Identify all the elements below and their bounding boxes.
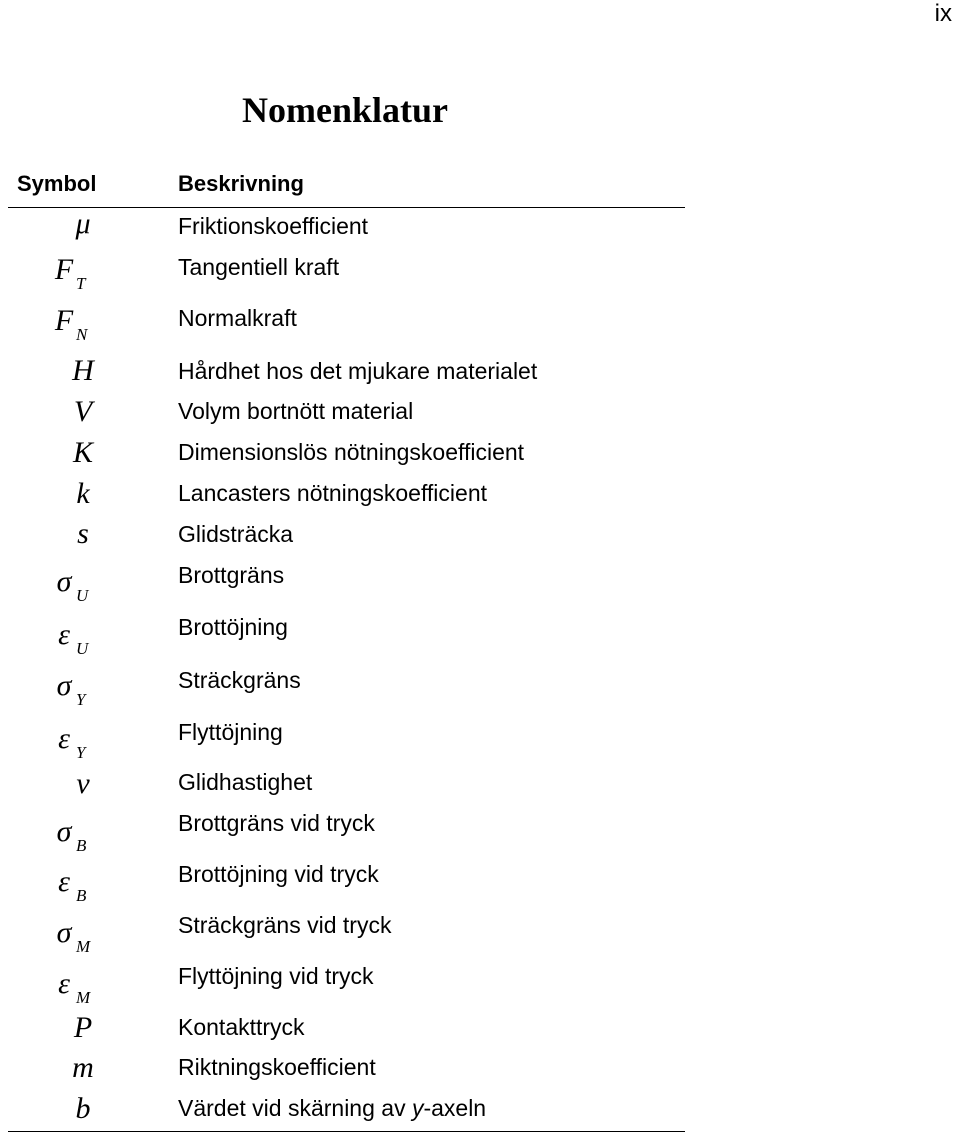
symbol-base: m bbox=[72, 1051, 94, 1084]
symbol-subscript: M bbox=[76, 937, 91, 956]
page-number: ix bbox=[934, 0, 952, 27]
symbol-base: ε bbox=[58, 722, 70, 755]
symbol-base: σ bbox=[56, 565, 72, 598]
description-cell bbox=[178, 1094, 486, 1122]
symbol-base: k bbox=[76, 477, 90, 510]
symbol-base: ε bbox=[58, 865, 70, 898]
symbol-subscript: Y bbox=[76, 690, 86, 709]
symbol-base: s bbox=[77, 517, 89, 550]
description-cell: Glidsträcka bbox=[178, 521, 294, 547]
symbol-cell bbox=[50, 1052, 116, 1084]
symbol-cell bbox=[50, 722, 116, 762]
description-cell: Sträckgräns bbox=[178, 667, 301, 693]
symbol-base: σ bbox=[56, 916, 72, 949]
description-cell: Brottgräns bbox=[178, 562, 285, 588]
description-cell: Hårdhet hos det mjukare materialet bbox=[178, 358, 538, 384]
symbol-base: V bbox=[73, 395, 93, 428]
symbol-subscript: N bbox=[76, 325, 88, 344]
symbol-cell bbox=[50, 518, 116, 550]
description-cell: Normalkraft bbox=[178, 305, 297, 331]
symbol-cell bbox=[50, 916, 116, 956]
description-cell: Riktningskoefficient bbox=[178, 1054, 376, 1080]
symbol-base: μ bbox=[75, 207, 91, 240]
symbol-base: b bbox=[75, 1092, 91, 1125]
symbol-cell bbox=[50, 967, 116, 1007]
description-cell: Lancasters nötningskoefficient bbox=[178, 480, 487, 506]
symbol-subscript: M bbox=[76, 988, 91, 1007]
symbol-base: F bbox=[54, 253, 74, 286]
symbol-cell bbox=[50, 1093, 116, 1125]
symbol-cell bbox=[50, 565, 116, 605]
symbol-cell bbox=[50, 437, 116, 469]
description-suffix: -axeln bbox=[423, 1095, 487, 1121]
description-column-header: Beskrivning bbox=[178, 171, 304, 196]
symbol-subscript: U bbox=[76, 639, 89, 658]
symbol-base: σ bbox=[56, 815, 72, 848]
symbol-cell bbox=[50, 304, 116, 344]
symbol-subscript: T bbox=[76, 274, 86, 293]
symbol-base: ε bbox=[58, 967, 70, 1000]
description-cell: Brottöjning vid tryck bbox=[178, 861, 379, 887]
footer-rule bbox=[8, 1131, 685, 1132]
symbol-cell bbox=[50, 478, 116, 510]
page-title: Nomenklatur bbox=[242, 90, 448, 130]
description-italic: y bbox=[411, 1095, 424, 1121]
symbol-cell bbox=[50, 355, 116, 387]
description-cell: Volym bortnött material bbox=[178, 398, 414, 424]
symbol-cell bbox=[50, 669, 116, 709]
description-cell: Flyttöjning bbox=[178, 719, 283, 745]
symbol-subscript: U bbox=[76, 586, 89, 605]
description-cell: Brottgräns vid tryck bbox=[178, 810, 375, 836]
symbol-subscript: Y bbox=[76, 743, 86, 762]
symbol-base: v bbox=[76, 767, 90, 800]
symbol-base: P bbox=[73, 1011, 93, 1044]
description-cell: Flyttöjning vid tryck bbox=[178, 963, 374, 989]
symbol-cell bbox=[50, 1012, 116, 1044]
symbol-subscript: B bbox=[76, 836, 87, 855]
description-cell: Brottöjning bbox=[178, 614, 288, 640]
description-cell: Dimensionslös nötningskoefficient bbox=[178, 439, 525, 465]
symbol-cell bbox=[50, 865, 116, 905]
description-cell: Kontakttryck bbox=[178, 1014, 305, 1040]
symbol-base: ε bbox=[58, 618, 70, 651]
symbol-base: σ bbox=[56, 669, 72, 702]
symbol-cell bbox=[50, 208, 116, 240]
symbol-cell bbox=[50, 253, 116, 293]
symbol-cell bbox=[50, 768, 116, 800]
symbol-subscript: B bbox=[76, 886, 87, 905]
symbol-cell bbox=[50, 396, 116, 428]
symbol-cell bbox=[50, 815, 116, 855]
symbol-base: H bbox=[72, 354, 94, 387]
description-cell: Tangentiell kraft bbox=[178, 254, 340, 280]
symbol-base: K bbox=[72, 436, 93, 469]
description-cell: Friktionskoefficient bbox=[178, 213, 369, 239]
symbol-column-header: Symbol bbox=[17, 171, 97, 196]
symbol-cell bbox=[50, 618, 116, 658]
description-text: Värdet vid skärning av bbox=[178, 1095, 412, 1121]
symbol-base: F bbox=[54, 304, 74, 337]
description-cell: Sträckgräns vid tryck bbox=[178, 912, 392, 938]
description-cell: Glidhastighet bbox=[178, 769, 313, 795]
